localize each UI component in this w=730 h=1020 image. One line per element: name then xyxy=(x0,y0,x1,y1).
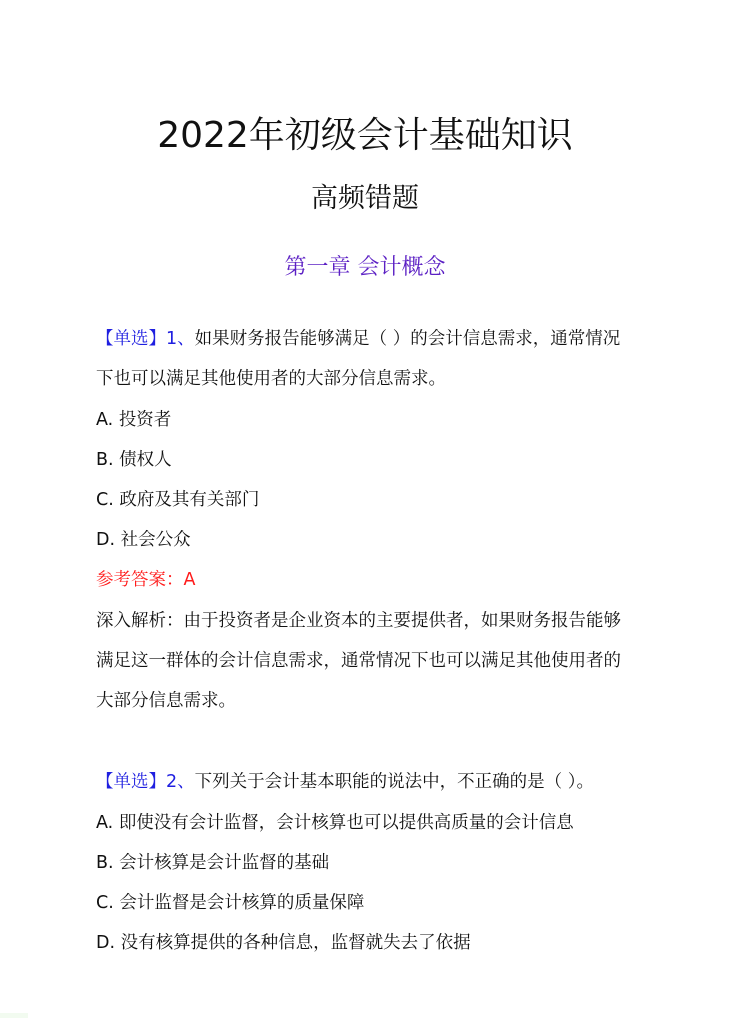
page-corner-mark xyxy=(0,1013,28,1018)
question-1-answer: 参考答案：A xyxy=(96,570,196,590)
option-letter: A. xyxy=(96,813,114,833)
option-text: 投资者 xyxy=(118,410,172,430)
question-1-stem xyxy=(96,326,620,352)
option-text: 政府及其有关部门 xyxy=(119,490,260,510)
document-subtitle: 高频错题 xyxy=(311,183,419,214)
option-letter: C. xyxy=(96,490,114,510)
option-text: 会计监督是会计核算的质量保障 xyxy=(119,893,365,913)
question-1-option-a xyxy=(96,407,171,433)
question-1-stem-cont: 下也可以满足其他使用者的大部分信息需求。 xyxy=(96,369,446,389)
option-letter: A. xyxy=(96,410,114,430)
question-1-option-b xyxy=(96,447,172,473)
question-1-option-d xyxy=(96,527,191,553)
question-text: 如果财务报告能够满足（ ）的会计信息需求，通常情况 xyxy=(194,329,621,349)
question-1-analysis-line-2: 满足这一群体的会计信息需求，通常情况下也可以满足其他使用者的 xyxy=(96,651,621,671)
question-1-option-c xyxy=(96,487,259,513)
question-2-option-d xyxy=(96,930,471,956)
document-title: 2022年初级会计基础知识 xyxy=(157,115,573,156)
question-1-analysis-line-3: 大部分信息需求。 xyxy=(96,691,236,711)
question-type-tag: 【单选】 xyxy=(96,772,166,792)
question-number: 1、 xyxy=(166,329,195,349)
option-letter: D. xyxy=(96,933,116,953)
question-2-option-a xyxy=(96,810,574,836)
question-number: 2、 xyxy=(166,772,195,792)
option-letter: B. xyxy=(96,450,114,470)
chapter-heading: 第一章 会计概念 xyxy=(284,255,446,280)
option-letter: D. xyxy=(96,530,116,550)
option-letter: B. xyxy=(96,853,114,873)
option-letter: C. xyxy=(96,893,114,913)
question-2-option-c xyxy=(96,890,364,916)
question-2-option-b xyxy=(96,850,329,876)
option-text: 即使没有会计监督，会计核算也可以提供高质量的会计信息 xyxy=(118,813,574,833)
option-text: 社会公众 xyxy=(120,530,191,550)
question-text: 下列关于会计基本职能的说法中，不正确的是（ ）。 xyxy=(194,772,594,792)
question-2-stem xyxy=(96,769,594,795)
question-1-analysis-line-1: 深入解析：由于投资者是企业资本的主要提供者，如果财务报告能够 xyxy=(96,611,621,631)
option-text: 会计核算是会计监督的基础 xyxy=(119,853,330,873)
option-text: 债权人 xyxy=(119,450,172,470)
question-type-tag: 【单选】 xyxy=(96,329,166,349)
option-text: 没有核算提供的各种信息，监督就失去了依据 xyxy=(120,933,471,953)
